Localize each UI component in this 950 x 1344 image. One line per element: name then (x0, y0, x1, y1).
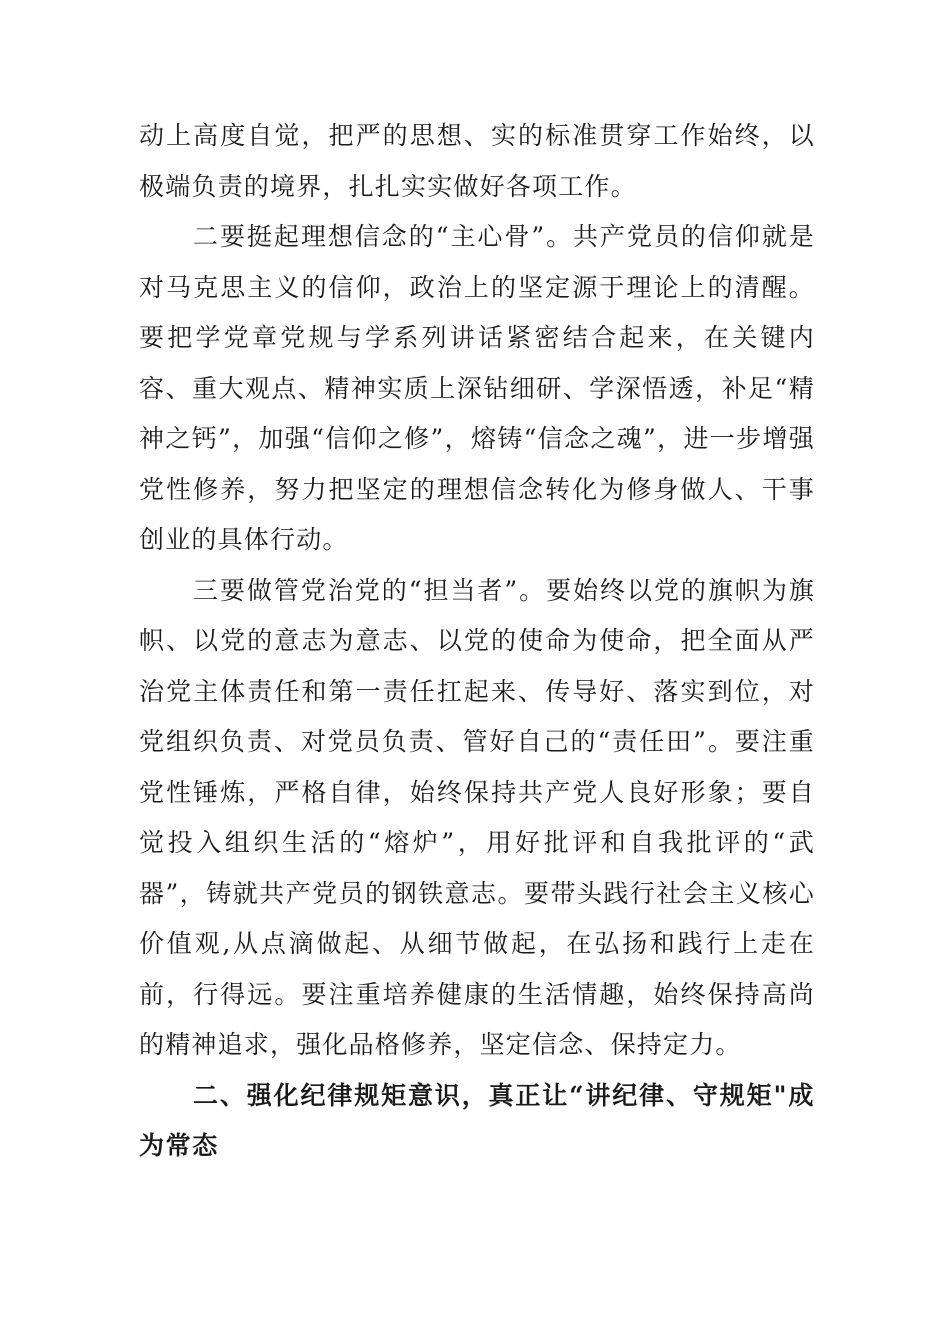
document-body (139, 111, 815, 1172)
paragraph-continuation: 动上高度自觉，把严的思想、实的标准贯穿工作始终，以极端负责的境界，扎扎实实做好各项工作。 (139, 121, 815, 201)
section-heading-discipline: 二、强化纪律规矩意识，真正让“讲纪律、守规矩"成为常态 (139, 1080, 815, 1160)
paragraph-party-governance: 三要做管党治党的“担当者”。要始终以党的旗帜为旗帜、以党的意志为意志、以党的使命为使命，把全面从严治党主体责任和第一责任扛起来、传导好、落实到位，对党组织负责、对党员负责、管好自己的“责任田”。要注重党性锤炼，严格自律，始终保持共产党人良好形象；要自觉投入组织生活的“熔炉”，用好批评和自我批评的“武器”，铸就共产党员的钢铁意志。要带头践行社会主义核心价值观,从点滴做起、从细节做起，在弘扬和践行上走在前，行得远。要注重培养健康的生活情趣，始终保持高尚的精神追求，强化品格修养，坚定信念、保持定力。 (139, 575, 815, 1059)
paragraph-ideals-and-beliefs: 二要挺起理想信念的“主心骨”。共产党员的信仰就是对马克思主义的信仰，政治上的坚定源于理论上的清醒。要把学党章党规与学系列讲话紧密结合起来，在关键内容、重大观点、精神实质上深钻细研、学深悟透，补足“精神之钙”，加强“信仰之修”，熔铸“信念之魂”，进一步增强党性修养，努力把坚定的理想信念转化为修身做人、干事创业的具体行动。 (139, 222, 815, 554)
